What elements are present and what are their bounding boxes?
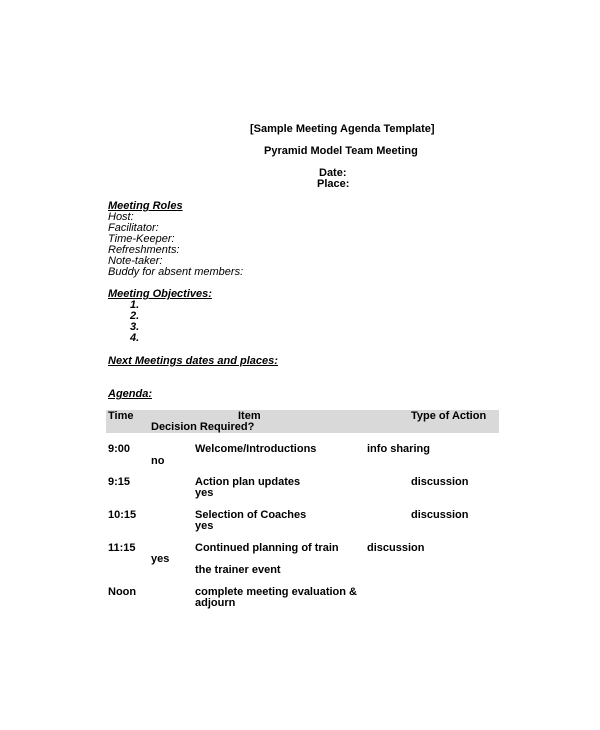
row-time: 11:15	[108, 542, 136, 554]
objective-item: 4.	[130, 332, 140, 344]
role-facilitator: Facilitator:	[108, 222, 159, 234]
row-decision: yes	[195, 520, 214, 532]
date-label: Date:	[319, 167, 347, 179]
agenda-heading: Agenda:	[108, 388, 152, 400]
col-header-type: Type of Action	[411, 410, 487, 422]
row-decision: no	[151, 455, 165, 467]
row-item: Selection of Coaches	[195, 509, 307, 521]
meeting-roles-heading: Meeting Roles	[108, 200, 183, 212]
row-item: Continued planning of train	[195, 542, 339, 554]
role-refreshments: Refreshments:	[108, 244, 180, 256]
objective-item: 1.	[130, 299, 140, 311]
role-time-keeper: Time-Keeper:	[108, 233, 175, 245]
col-header-time: Time	[108, 410, 134, 422]
role-buddy: Buddy for absent members:	[108, 266, 244, 278]
row-time: 9:15	[108, 476, 131, 488]
row-time: Noon	[108, 586, 137, 598]
row-type: discussion	[367, 542, 425, 554]
row-item-continued: the trainer event	[195, 564, 281, 576]
row-type: info sharing	[367, 443, 430, 455]
role-note-taker: Note-taker:	[108, 255, 163, 267]
row-type: discussion	[411, 476, 469, 488]
next-meetings-heading: Next Meetings dates and places:	[108, 355, 278, 367]
row-decision: yes	[195, 487, 214, 499]
row-time: 10:15	[108, 509, 137, 521]
meeting-title: Pyramid Model Team Meeting	[264, 145, 418, 157]
role-host: Host:	[108, 211, 134, 223]
row-item: Welcome/Introductions	[195, 443, 317, 455]
col-header-item: Item	[238, 410, 261, 422]
row-item: complete meeting evaluation &	[195, 586, 357, 598]
row-type: discussion	[411, 509, 469, 521]
objective-item: 2.	[130, 310, 140, 322]
row-item-continued: adjourn	[195, 597, 236, 609]
row-item: Action plan updates	[195, 476, 301, 488]
objective-item: 3.	[130, 321, 140, 333]
col-header-decision: Decision Required?	[151, 421, 255, 433]
template-title: [Sample Meeting Agenda Template]	[250, 123, 435, 135]
meeting-objectives-heading: Meeting Objectives:	[108, 288, 212, 300]
row-decision: yes	[151, 553, 170, 565]
place-label: Place:	[317, 178, 350, 190]
row-time: 9:00	[108, 443, 131, 455]
